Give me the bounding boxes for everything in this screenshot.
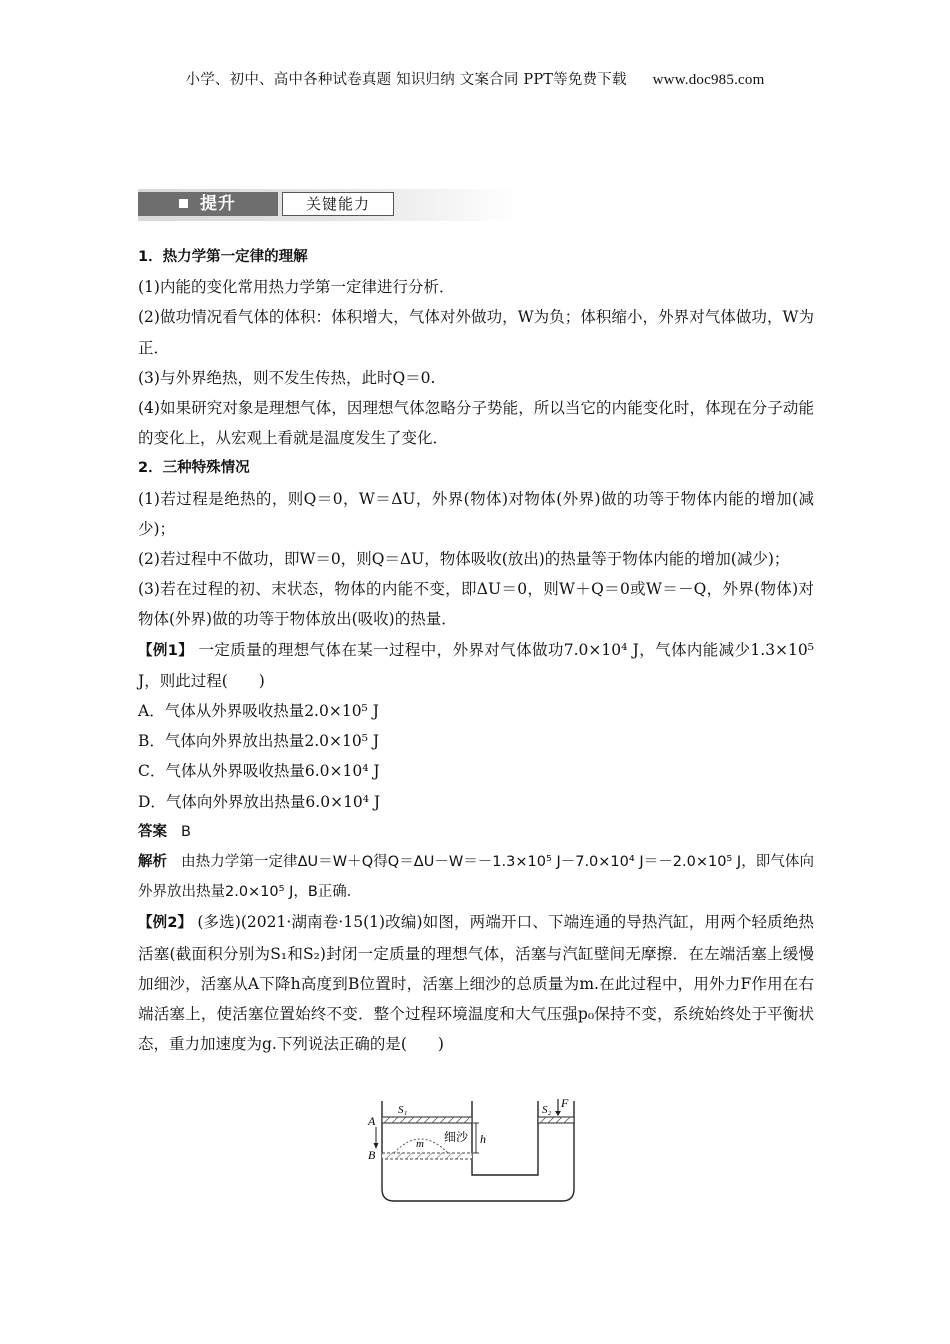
example1-option-d: D．气体向外界放出热量6.0×10⁴ J [138,792,381,811]
analysis-label: 解析 [138,854,168,871]
example1-option-c: C．气体从外界吸收热量6.0×10⁴ J [138,762,380,781]
example2-stem [138,907,814,1059]
page-header [0,68,950,89]
label-a: A [368,1114,376,1128]
section1-item-2: (2)做功情况看气体的体积：体积增大，气体对外做功，W为负；体积缩小，外界对气体做功，W为正． [138,308,814,357]
answer-label: 答案 [138,823,167,840]
sand-label: 细沙 [444,1130,469,1144]
square-bullet-icon [179,199,188,208]
mass-label: m [416,1138,424,1150]
cylinder-figure [360,1095,590,1207]
example1-stem [138,635,814,696]
label-s1: S₁ [398,1104,408,1116]
example1-analysis [138,847,814,907]
label-f: F [561,1096,569,1110]
section2-item-1: (1)若过程是绝热的，则Q＝0，W＝ΔU，外界(物体)对物体(外界)做的功等于物体内能的增加(减少)； [138,489,814,538]
label-h: h [480,1132,486,1146]
cylinder-outline [382,1101,574,1201]
label-b: B [368,1148,376,1162]
example1-stem-text: 一定质量的理想气体在某一过程中，外界对气体做功7.0×10⁴ J，气体内能减少1.3×10⁵ J，则此过程( ) [138,640,814,690]
label-s2: S₂ [542,1104,552,1116]
example1-option-b: B．气体向外界放出热量2.0×10⁵ J [138,732,380,751]
header-url[interactable]: www.doc985.com [652,72,765,88]
section1-item-3: (3)与外界绝热，则不发生传热，此时Q＝0. [138,368,436,387]
section2-item-3: (3)若在过程的初、末状态，物体的内能不变，即ΔU＝0，则W＋Q＝0或W＝－Q，外界(物体)对物体(外界)做的功等于物体放出(吸收)的热量． [138,580,814,629]
example1-option-a: A．气体从外界吸收热量2.0×10⁵ J [138,702,379,721]
example1-answer [138,817,814,847]
section1-item-4: (4)如果研究对象是理想气体，因理想气体忽略分子势能，所以当它的内能变化时，体现在分子动能的变化上，从宏观上看就是温度发生了变化． [138,399,814,448]
analysis-text: 由热力学第一定律ΔU＝W＋Q得Q＝ΔU－W＝－1.3×10⁵ J－7.0×10⁴ J＝－2.0×10⁵ J，即气体向外界放出热量2.0×10⁵ J，B正确． [138,854,814,901]
force-arrow-head [555,1111,561,1116]
example1-tag: 【例1】 [138,642,194,659]
header-text: 小学、初中、高中各种试卷真题 知识归纳 文案合同 PPT等免费下载 [185,72,627,88]
example2-tag: 【例2】 [138,915,193,932]
example2-stem-text: (多选)(2021·湖南卷·15(1)改编)如图，两端开口、下端连通的导热汽缸，用两个轻质绝热活塞(截面积分别为S₁和S₂)封闭一定质量的理想气体，活塞与汽缸壁间无摩擦．在左端活塞上缓慢加细沙，活塞从A下降h高度到B位置时，活塞上细沙的总质量为m.在此过程中，用外力F作用在右端活塞上，使活塞位置始终不变．整个过程环境温度和大气压强p₀保持不变，系统始终处于平衡状态，重力加速度为g.下列说法正确的是( ) [138,913,814,1054]
section-banner [138,187,518,223]
answer-value: B [181,823,191,840]
section2-item-2: (2)若过程中不做功，即W＝0，则Q＝ΔU，物体吸收(放出)的热量等于物体内能的增加(减少)； [138,550,790,569]
banner-label-tisheng: 提升 [200,194,236,214]
banner-label-ability: 关键能力 [282,192,394,216]
section1-title: 1．热力学第一定律的理解 [138,249,308,265]
section2-title: 2．三种特殊情况 [138,460,250,477]
section1-item-1: (1)内能的变化常用热力学第一定律进行分析． [138,278,455,297]
main-content [138,242,814,1059]
